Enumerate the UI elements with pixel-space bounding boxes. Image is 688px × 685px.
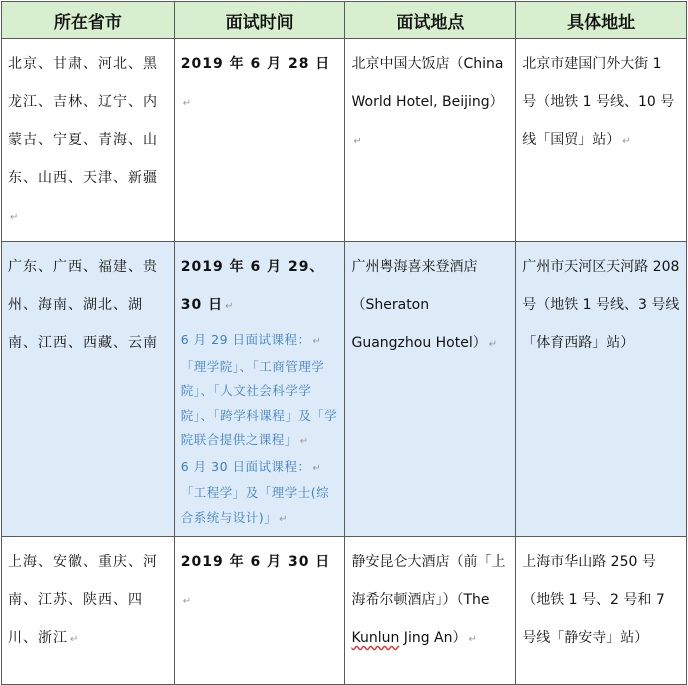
- date-cell: 2019 年 6 月 28 日↵: [174, 39, 345, 242]
- spellcheck-underlined-word: Kunlun: [351, 630, 400, 646]
- header-address: 具体地址: [516, 2, 687, 39]
- paragraph-mark-icon: ↵: [182, 98, 192, 109]
- paragraph-mark-icon: ↵: [488, 339, 498, 350]
- course-note-line: 「理学院」、「工商管理学院」、「人文社会科学学院」、「跨学科课程」及「学院联合提供之课程」 ↵: [180, 358, 338, 447]
- paragraph-mark-icon: ↵: [70, 634, 80, 645]
- provinces-cell: 北京、甘肃、河北、黑龙江、吉林、辽宁、内蒙古、宁夏、青海、山东、山西、天津、新疆↵: [2, 39, 175, 242]
- paragraph-mark-icon: ↵: [622, 136, 631, 147]
- paragraph-mark-icon: ↵: [225, 301, 234, 312]
- table-row: [2, 39, 687, 242]
- address-cell: 北京市建国门外大街 1 号（地铁 1 号线、10 号线「国贸」站） ↵: [516, 39, 687, 242]
- table-row: [2, 242, 687, 537]
- date-cell: 2019 年 6 月 29、30 日 ↵ 6 月 29 日面试课程： ↵ 「理学院」、「工商管理学院」、「人文社会科学学院」、「跨学科课程」及「学院联合提供之课程」 ↵ 6 月 30 日面试课程： ↵ 「工程学」及「理学士(综合系统与设计)」 ↵: [174, 242, 345, 537]
- header-venue: 面试地点: [345, 2, 516, 39]
- venue-cell: 北京中国大饭店（China World Hotel, Beijing）↵: [345, 39, 516, 242]
- provinces-cell: 上海、安徽、重庆、河南、江苏、陕西、四川、浙江 ↵: [2, 537, 175, 685]
- header-date: 面试时间: [174, 2, 345, 39]
- course-note-line: 「工程学」及「理学士(综合系统与设计)」 ↵: [180, 485, 330, 525]
- interview-schedule-table: [1, 1, 687, 685]
- course-notes: [181, 328, 339, 532]
- course-note-line: 6 月 29 日面试课程： ↵: [180, 332, 322, 347]
- venue-cell: 广州粤海喜来登酒店（Sheraton Guangzhou Hotel） ↵: [345, 242, 516, 537]
- paragraph-mark-icon: ↵: [468, 634, 477, 645]
- address-cell: 广州市天河区天河路 208 号（地铁 1 号线、3 号线「体育西路」站）: [516, 242, 687, 537]
- paragraph-mark-icon: ↵: [10, 212, 20, 223]
- address-cell: 上海市华山路 250 号（地铁 1 号、2 号和 7 号线「静安寺」站）: [516, 537, 687, 685]
- course-note-line: 6 月 30 日面试课程： ↵: [180, 458, 322, 474]
- paragraph-mark-icon: ↵: [182, 596, 192, 607]
- header-row: [2, 2, 687, 39]
- venue-cell: 静安昆仑大酒店（前「上海希尔顿酒店」）（The Kunlun Jing An） ↵: [345, 537, 516, 685]
- provinces-cell: 广东、广西、福建、贵州、海南、湖北、湖南、江西、西藏、云南: [2, 242, 175, 537]
- date-cell: 2019 年 6 月 30 日↵: [174, 537, 345, 685]
- header-provinces: 所在省市: [2, 2, 175, 39]
- paragraph-mark-icon: ↵: [353, 136, 362, 147]
- table-row: [2, 537, 687, 685]
